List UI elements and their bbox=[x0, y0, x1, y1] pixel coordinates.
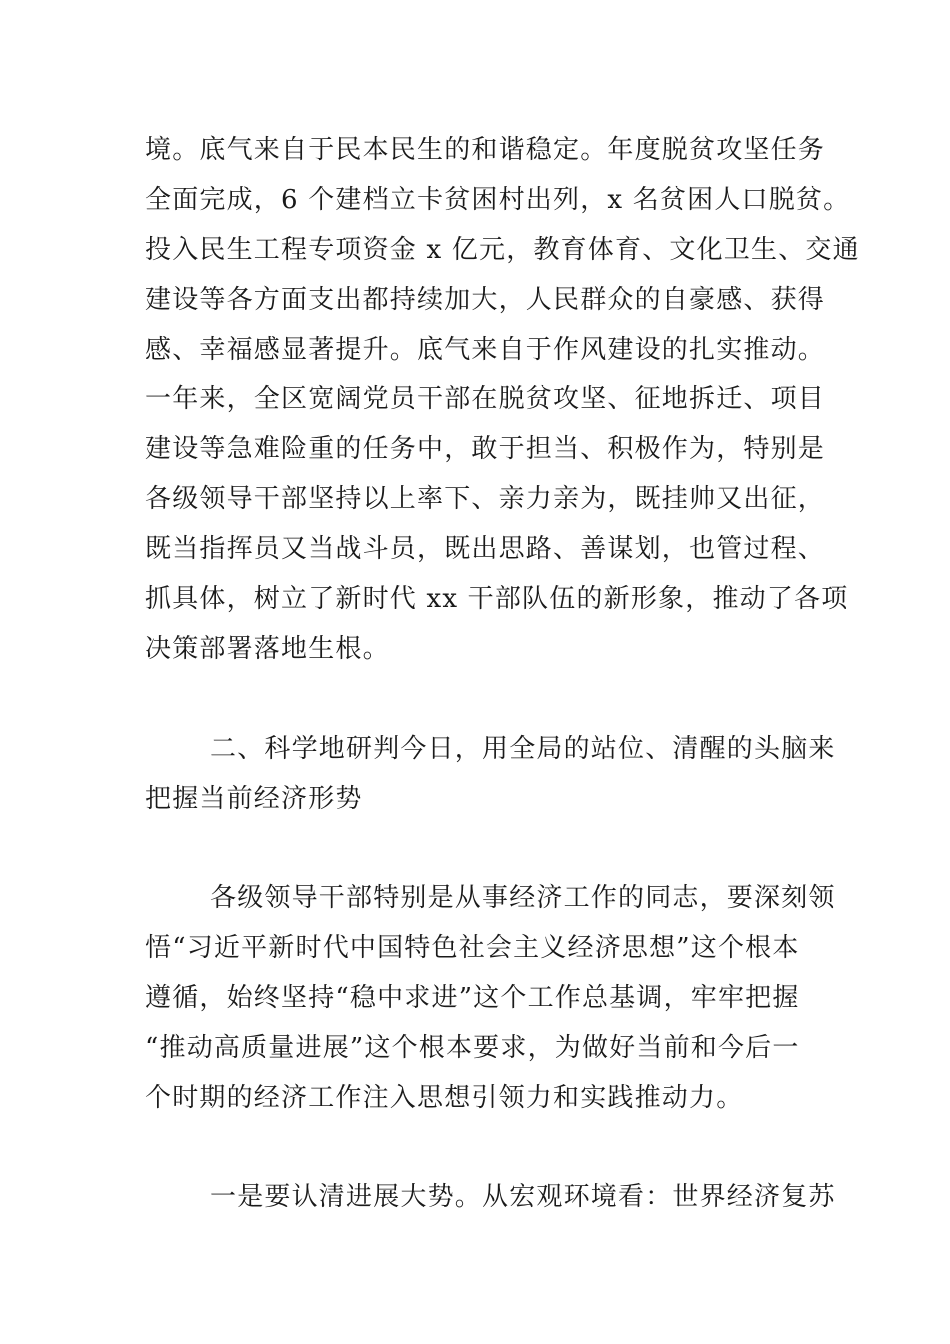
text-line: “推动高质量进展”这个根本要求，为做好当前和今后一 bbox=[145, 1033, 800, 1063]
text-line: 感、幸福感显著提升。底气来自于作风建设的扎实推动。 bbox=[145, 335, 826, 365]
text-line: 建设等急难险重的任务中，敢于担当、积极作为，特别是 bbox=[145, 434, 826, 464]
text-line: 一年来，全区宽阔党员干部在脱贫攻坚、征地拆迁、项目 bbox=[145, 384, 826, 414]
heading-line: 把握当前经济形势 bbox=[145, 784, 363, 814]
text-line: 既当指挥员又当战斗员，既出思路、善谋划，也管过程、 bbox=[145, 534, 826, 564]
text-line: 各级领导干部特别是从事经济工作的同志，要深刻领 bbox=[210, 883, 836, 913]
text-line: 建设等各方面支出都持续加大，人民群众的自豪感、获得 bbox=[145, 285, 826, 315]
text-line: 悟“习近平新时代中国特色社会主义经济思想”这个根本 bbox=[145, 933, 800, 963]
text-line: 投入民生工程专项资金 x 亿元，教育体育、文化卫生、交通 bbox=[145, 235, 860, 265]
text-line: 全面完成，6 个建档立卡贫困村出列，x 名贫困人口脱贫。 bbox=[145, 185, 851, 215]
text-line: 决策部署落地生根。 bbox=[145, 634, 390, 664]
heading-line: 二、科学地研判今日，用全局的站位、清醒的头脑来 bbox=[210, 734, 836, 764]
text-line: 一是要认清进展大势。从宏观环境看：世界经济复苏 bbox=[210, 1182, 836, 1212]
text-line: 个时期的经济工作注入思想引领力和实践推动力。 bbox=[145, 1083, 744, 1113]
text-line: 各级领导干部坚持以上率下、亲力亲为，既挂帅又出征， bbox=[145, 484, 826, 514]
text-line: 境。底气来自于民本民生的和谐稳定。年度脱贫攻坚任务 bbox=[145, 135, 826, 165]
text-line: 遵循，始终坚持“稳中求进”这个工作总基调，牢牢把握 bbox=[145, 983, 800, 1013]
text-line: 抓具体，树立了新时代 xx 干部队伍的新形象，推动了各项 bbox=[145, 584, 849, 614]
